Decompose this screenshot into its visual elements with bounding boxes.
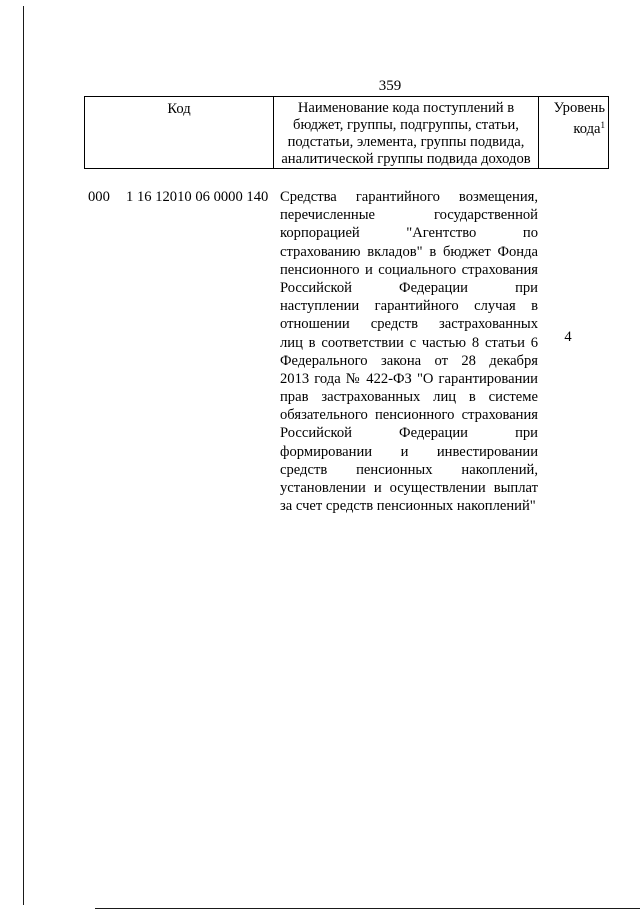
header-level-label: Уровень [553,100,605,116]
description-line: отношении средств застрахованных [280,316,538,333]
description-line: страхованию вкладов" в бюджет Фонда [280,243,538,260]
row-description [280,188,538,515]
description-line: наступлении гарантийного случая в [280,298,538,315]
footnote-marker: 1 [600,120,605,130]
row-level: 4 [564,329,572,345]
description-line: корпорацией "Агентство по [280,225,538,242]
header-name-line: бюджет, группы, подгруппы, статьи, [293,117,519,133]
header-name-cell [274,97,539,169]
description-line: перечисленные государственной [280,207,538,224]
page-number: 359 [378,78,402,94]
header-name-line: Наименование кода поступлений в [297,100,515,116]
description-line: за счет средств пенсионных накоплений" [280,498,536,515]
header-name-line: аналитической группы подвида доходов [281,151,531,167]
description-line: Российской Федерации при [280,279,538,296]
header-code-cell [85,97,274,169]
scan-border-bottom [95,908,640,909]
header-name-line: подстатьи, элемента, группы подвида, [287,134,525,150]
description-line: установлении и осуществлении выплат [280,480,538,496]
description-line: средств пенсионных накоплений, [280,461,538,478]
description-line: прав застрахованных лиц в системе [280,389,538,406]
header-code-label: Код [167,101,191,117]
description-line: формировании и инвестировании [280,443,538,460]
description-line: обязательного пенсионного страхования [280,407,538,424]
scan-border-left [23,6,24,905]
description-line: Федерального закона от 28 декабря [280,352,538,369]
description-line: лиц в соответствии с частью 8 статьи 6 [280,334,538,351]
admin-code: 000 [88,189,110,205]
header-level-label-line2: кода [573,121,601,137]
header-level-cell [539,97,609,169]
row-code [88,188,268,206]
description-line: 2013 года № 422-ФЗ "О гарантировании [280,370,538,387]
description-line: Средства гарантийного возмещения, [280,189,538,205]
description-line: пенсионного и социального страхования [280,261,538,278]
description-line: Российской Федерации при [280,425,538,442]
income-code: 1 16 12010 06 0000 140 [126,189,269,205]
table-header [84,96,609,169]
